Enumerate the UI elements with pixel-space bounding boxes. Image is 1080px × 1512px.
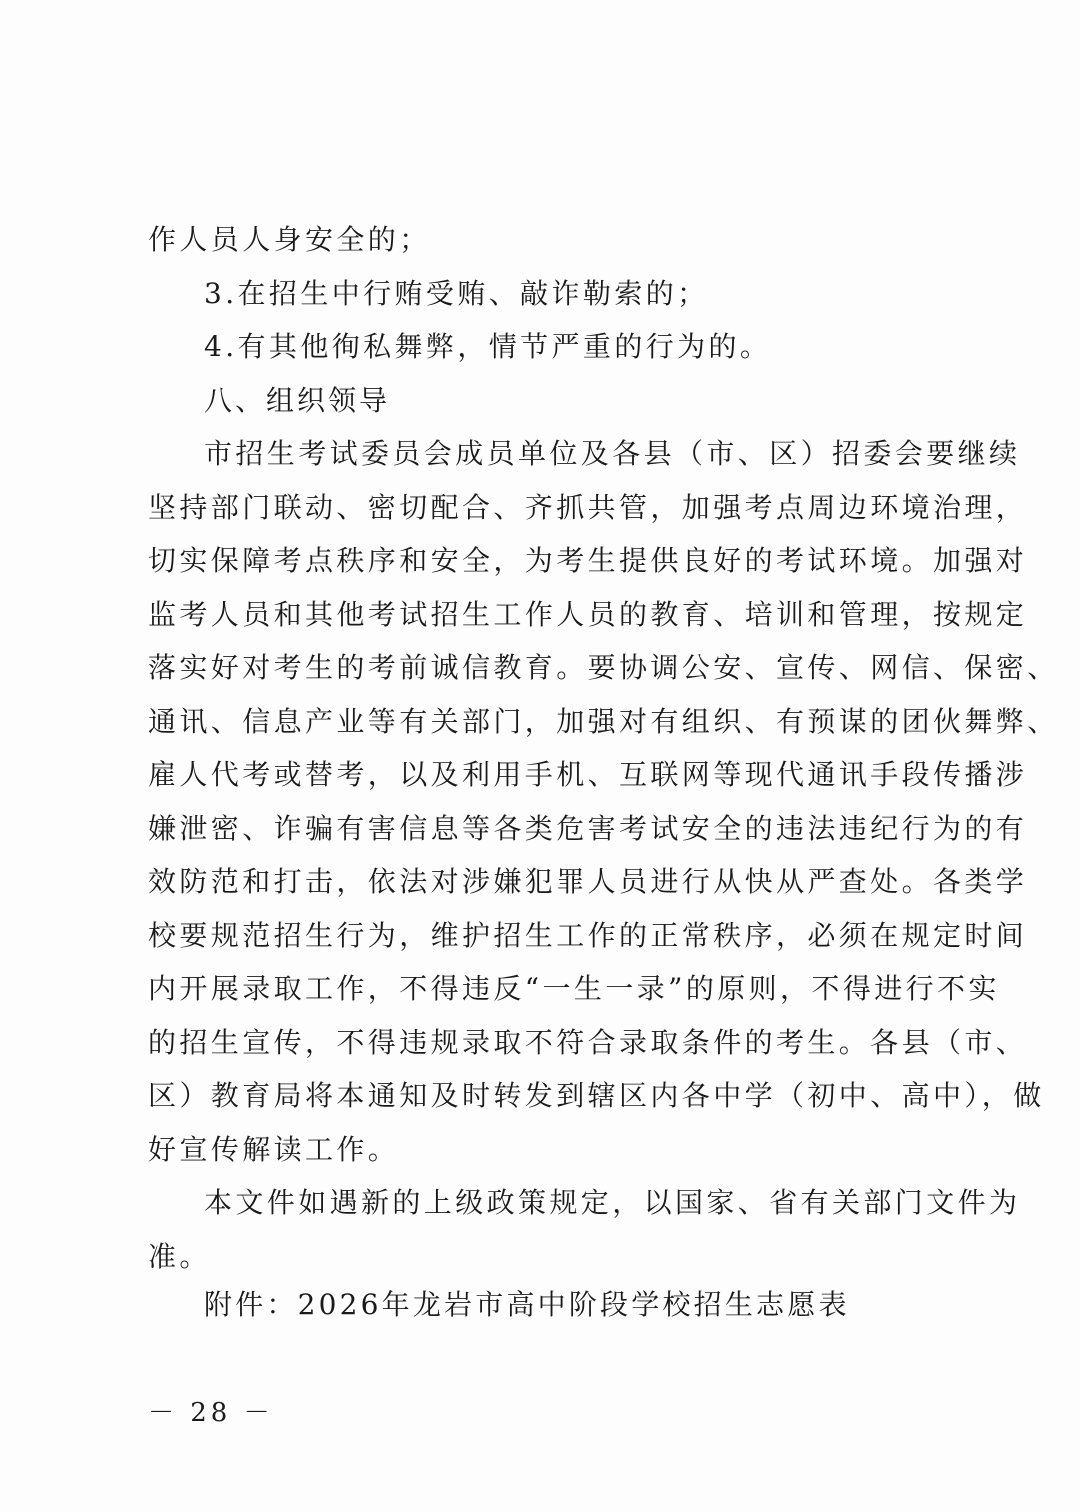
paragraph-line: 落实好对考生的考前诚信教育。要协调公安、宣传、网信、保密、 (148, 651, 1059, 684)
paragraph-line: 雇人代考或替考，以及利用手机、互联网等现代通讯手段传播涉 (148, 758, 1028, 791)
list-item-4: 4.有其他徇私舞弊，情节严重的行为的。 (204, 330, 772, 363)
paragraph-line: 准。 (148, 1239, 211, 1273)
attachment-note: 附件：2026年龙岩市高中阶段学校招生志愿表 (204, 1288, 850, 1321)
paragraph-line: 本文件如遇新的上级政策规定，以国家、省有关部门文件为 (204, 1186, 1021, 1219)
paragraph-line: 校要规范招生行为，维护招生工作的正常秩序，必须在规定时间 (148, 918, 1028, 952)
paragraph-line: 通讯、信息产业等有关部门，加强对有组织、有预谋的团伙舞弊、 (148, 704, 1059, 738)
document-body (148, 213, 1059, 1283)
paragraph-line: 内开展录取工作，不得违反“一生一录”的原则，不得进行不实 (148, 972, 1000, 1005)
section-heading: 八、组织领导 (204, 383, 391, 417)
paragraph-line: 嫌泄密、诈骗有害信息等各类危害考试安全的违法违纪行为的有 (148, 811, 1028, 845)
page-number: － 28 － (148, 1398, 274, 1428)
paragraph-line: 坚持部门联动、密切配合、齐抓共管，加强考点周边环境治理， (148, 490, 1028, 524)
paragraph-line: 好宣传解读工作。 (148, 1132, 400, 1166)
list-item-3: 3.在招生中行贿受贿、敲诈勒索的； (204, 276, 709, 310)
paragraph-line: 作人员人身安全的； (148, 223, 431, 256)
paragraph-line: 监考人员和其他考试招生工作人员的教育、培训和管理，按规定 (148, 597, 1028, 631)
paragraph-line: 的招生宣传，不得违规录取不符合录取条件的考生。各县（市、 (148, 1025, 1028, 1059)
paragraph-line: 效防范和打击，依法对涉嫌犯罪人员进行从快从严查处。各类学 (148, 865, 1028, 898)
paragraph-line: 市招生考试委员会成员单位及各县（市、区）招委会要继续 (204, 437, 1021, 470)
paragraph-line: 切实保障考点秩序和安全，为考生提供良好的考试环境。加强对 (148, 544, 1028, 577)
paragraph-line: 区）教育局将本通知及时转发到辖区内各中学（初中、高中），做 (148, 1079, 1045, 1112)
